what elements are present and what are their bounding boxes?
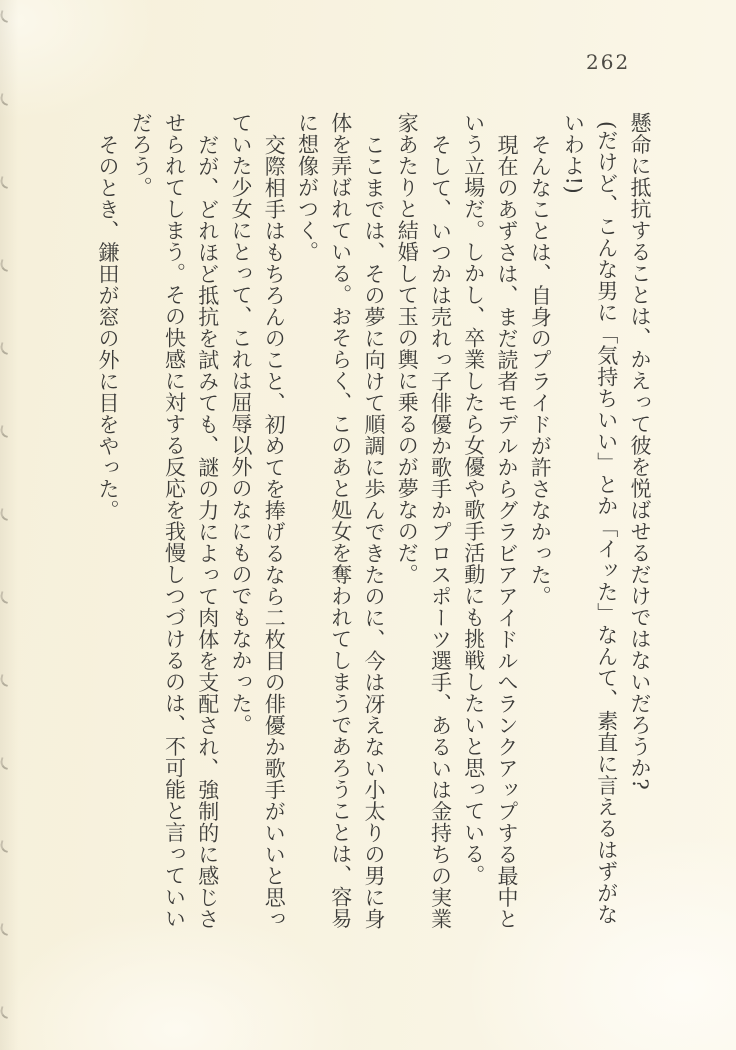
binding-mark bbox=[0, 425, 10, 438]
text-line: いう立場だ。しかし、卒業したら女優や歌手活動にも挑戦したいと思っている。 bbox=[461, 112, 486, 886]
binding-mark bbox=[0, 342, 10, 355]
binding-mark bbox=[0, 674, 10, 687]
binding-mark bbox=[0, 10, 10, 23]
page-text bbox=[89, 112, 655, 964]
binding-mark bbox=[0, 176, 10, 189]
text-line: せられてしまう。その快感に対する反応を我慢しつづけるのは、不可能と言っていい bbox=[162, 112, 187, 929]
text-line: そのとき、鎌田が窓の外に目をやった。 bbox=[96, 133, 120, 521]
text-line: 家あたりと結婚して玉の輿に乗るのが夢なのだ。 bbox=[395, 112, 420, 585]
text-line: そして、いつかは売れっ子俳優か歌手かプロスポーツ選手、あるいは金持ちの実業 bbox=[428, 133, 453, 929]
text-line: に想像がつく。 bbox=[295, 112, 320, 263]
binding-mark bbox=[0, 1006, 10, 1019]
text-line: いわよ!) bbox=[561, 112, 586, 195]
text-line: ていた少女にとって、これは屈辱以外のなにものでもなかった。 bbox=[229, 112, 253, 736]
binding-mark bbox=[0, 93, 10, 106]
text-line: 体を弄ばれている。おそらく、このあと処女を奪われてしまうであろうことは、容易 bbox=[328, 112, 353, 929]
binding-mark bbox=[0, 923, 10, 936]
binding-mark bbox=[0, 259, 10, 272]
text-line: ここまでは、その夢に向けて順調に歩んできたのに、今は冴えない小太りの男に身 bbox=[362, 133, 386, 929]
text-line: 交際相手はもちろんのこと、初めてを捧げるなら二枚目の俳優か歌手がいいと思っ bbox=[262, 133, 287, 929]
text-line: 現在のあずさは、まだ読者モデルからグラビアアイドルへランクアップする最中と bbox=[495, 133, 519, 929]
text-line: そんなことは、自身のプライドが許さなかった。 bbox=[528, 133, 553, 607]
binding-mark bbox=[0, 840, 10, 853]
binding-mark bbox=[0, 757, 10, 770]
binding-mark bbox=[0, 508, 10, 521]
text-line: だが、どれほど抵抗を試みても、謎の力によって肉体を支配され、強制的に感じさ bbox=[195, 133, 220, 929]
binding-mark bbox=[0, 591, 10, 604]
text-line: (だけど、こんな男に「気持ちいい」とか「イッた」なんて、素直に言えるはずがな bbox=[594, 121, 619, 926]
text-line: だろう。 bbox=[129, 112, 154, 198]
text-line: 懸命に抵抗することは、かえって彼を悦ばせるだけではないだろうか? bbox=[628, 112, 652, 791]
page-number: 262 bbox=[586, 50, 631, 74]
